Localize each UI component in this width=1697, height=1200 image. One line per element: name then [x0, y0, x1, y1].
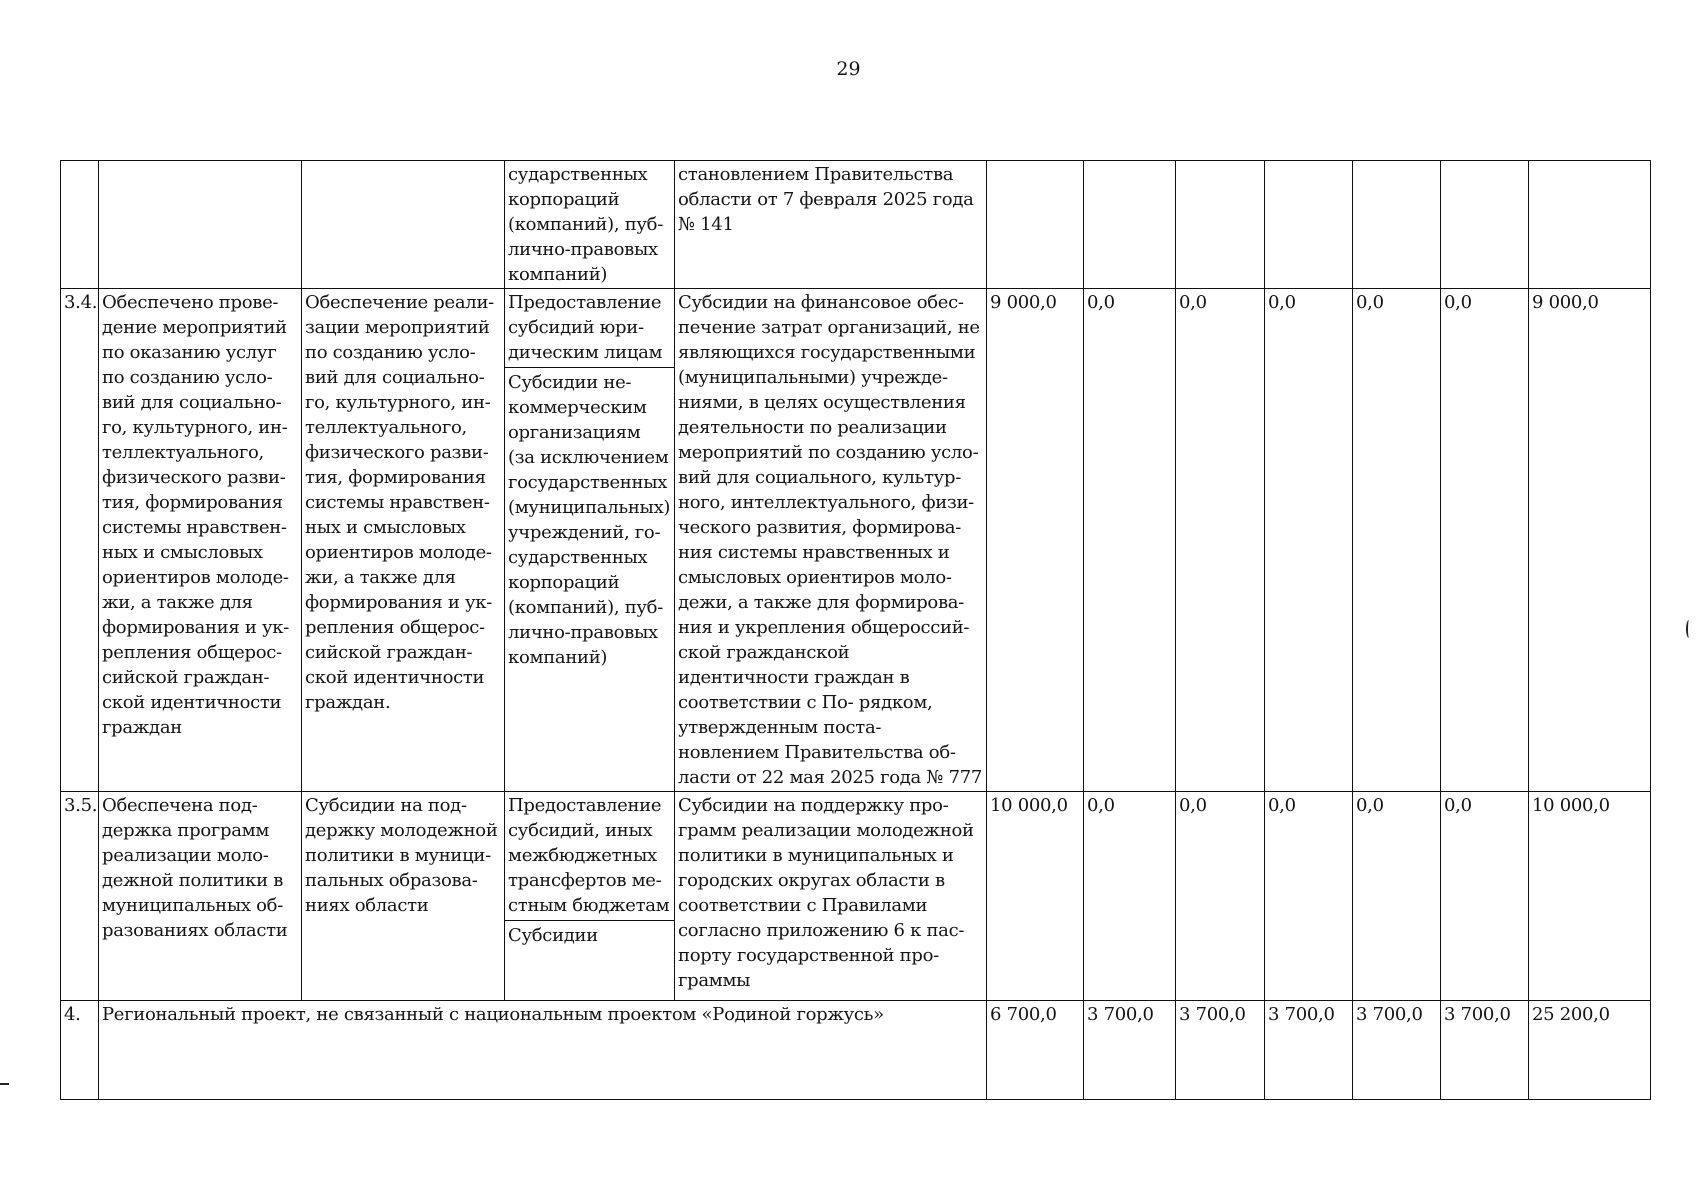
mechanism-cell — [505, 161, 675, 289]
mechanism-cell — [505, 792, 675, 1001]
value-cell: 0,0 — [1353, 289, 1441, 792]
description-cell: становлением Правительства области от 7 февраля 2025 года № 141 — [675, 161, 987, 289]
result-cell: Обеспечено прове- дение мероприятий по оказанию услуг по созданию усло- вий для социально- го, культурного, ин- теллектуального, физического разви- тия, формирования системы нравствен- ных и смысловых ориентиров молоде- жи, а также для формирования и ук- репления общерос- сийской граждан- ской идентичности граждан — [99, 289, 302, 792]
value-cell: 9 000,0 — [987, 289, 1084, 792]
value-cell — [987, 161, 1084, 289]
description-cell: Субсидии на поддержку про- грамм реализации молодежной политики в муниципальных и городских округах области в соответствии с Правилами согласно приложению 6 к пас- порту государственной про- граммы — [675, 792, 987, 1001]
value-cell: 0,0 — [1084, 289, 1176, 792]
table-row-3-4 — [61, 289, 1651, 792]
value-cell: 0,0 — [1353, 792, 1441, 1001]
table-row-4 — [61, 1001, 1651, 1100]
value-cell: 0,0 — [1265, 289, 1353, 792]
mechanism-primary: Предоставление субсидий юри- дическим лицам — [505, 290, 674, 368]
table-row-3-5 — [61, 792, 1651, 1001]
value-cell: 3 700,0 — [1084, 1001, 1176, 1100]
value-cell — [1084, 161, 1176, 289]
value-cell: 3 700,0 — [1441, 1001, 1529, 1100]
task-cell: Субсидии на под- держку молодежной политики в муници- пальных образова- ниях области — [302, 792, 505, 1001]
project-title-cell: Региональный проект, не связанный с национальным проектом «Родиной горжусь» — [99, 1001, 987, 1100]
program-table — [60, 160, 1651, 1100]
value-cell: 0,0 — [1441, 792, 1529, 1001]
value-cell: 0,0 — [1176, 792, 1265, 1001]
total-value-cell: 9 000,0 — [1529, 289, 1651, 792]
table-row-continued — [61, 161, 1651, 289]
total-value-cell: 25 200,0 — [1529, 1001, 1651, 1100]
value-cell: 3 700,0 — [1176, 1001, 1265, 1100]
value-cell: 0,0 — [1265, 792, 1353, 1001]
mechanism-cell — [505, 289, 675, 792]
value-cell — [1441, 161, 1529, 289]
scan-edge-mark — [1686, 620, 1692, 638]
total-value-cell: 10 000,0 — [1529, 792, 1651, 1001]
result-cell: Обеспечена под- держка программ реализации моло- дежной политики в муниципальных об- разованиях области — [99, 792, 302, 1001]
total-value-cell — [1529, 161, 1651, 289]
page-number: 29 — [836, 58, 861, 80]
value-cell: 10 000,0 — [987, 792, 1084, 1001]
value-cell: 0,0 — [1176, 289, 1265, 792]
description-cell: Субсидии на финансовое обес- печение затрат организаций, не являющихся государственными (муниципальными) учрежде- ниями, в целях осуществления деятельности по реализации мероприятий по созданию усло- вий для социального, культур- ного, интеллектуального, физи- ческого развития, формирова- ния системы нравственных и смысловых ориентиров моло- дежи, а также для формирова- ния и укрепления общероссий- ской гражданской идентичности граждан в соответствии с По- рядком, утвержденным поста- новлением Правительства об- ласти от 22 мая 2025 года № 777 — [675, 289, 987, 792]
value-cell: 0,0 — [1084, 792, 1176, 1001]
row-index: 3.4. — [61, 289, 99, 792]
row-index: 3.5. — [61, 792, 99, 1001]
value-cell: 3 700,0 — [1265, 1001, 1353, 1100]
mechanism-secondary: Субсидии — [508, 925, 598, 946]
value-cell: 6 700,0 — [987, 1001, 1084, 1100]
mechanism-primary: Предоставление субсидий, иных межбюджетных трансфертов ме- стным бюджетам — [505, 793, 674, 921]
mechanism-text: сударственных корпораций (компаний), пуб- лично-правовых компаний) — [508, 164, 664, 285]
task-cell: Обеспечение реали- зации мероприятий по созданию усло- вий для социально- го, культурного, ин- теллектуального, физического разви- тия, формирования системы нравствен- ных и смысловых ориентиров молоде- жи, а также для формирования и ук- репления общерос- сийской граждан- ской идентичности граждан. — [302, 289, 505, 792]
row-index — [61, 161, 99, 289]
task-cell — [302, 161, 505, 289]
value-cell: 3 700,0 — [1353, 1001, 1441, 1100]
row-index: 4. — [61, 1001, 99, 1100]
value-cell — [1353, 161, 1441, 289]
value-cell: 0,0 — [1441, 289, 1529, 792]
value-cell — [1265, 161, 1353, 289]
value-cell — [1176, 161, 1265, 289]
result-cell — [99, 161, 302, 289]
mechanism-secondary: Субсидии не- коммерческим организациям (за исключением государственных (муниципальных) учреждений, го- сударственных корпораций (компаний), пуб- лично-правовых компаний) — [508, 372, 671, 668]
scan-dash-mark — [0, 1083, 9, 1085]
